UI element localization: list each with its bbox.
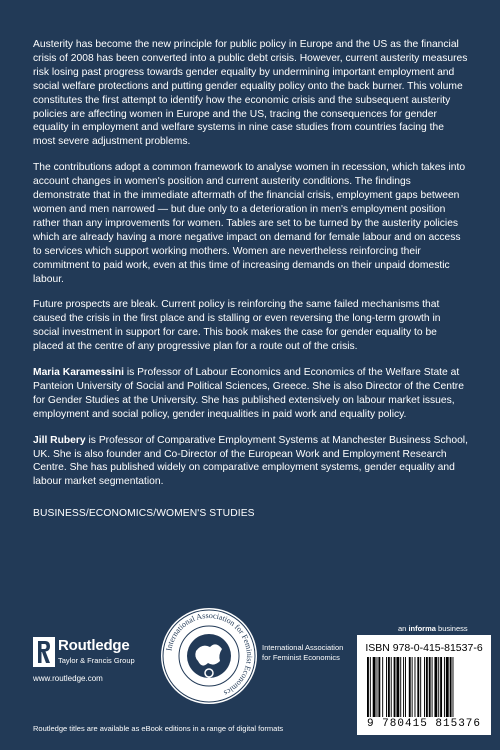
barcode-bar [444,657,445,717]
barcode-digits: 9 780415 815376 [366,718,482,730]
barcode-bar [377,657,378,717]
informa-prefix: an [398,624,409,633]
iafe-seal-icon [158,605,260,707]
barcode-bar [453,657,454,717]
barcode-bar [400,657,401,717]
barcode-bar [440,657,442,717]
barcode-bar [394,657,396,717]
description-paragraph-2: The contributions adopt a common framework to analyse women in recession, which takes into account changes in women's position and current austerity conditions. The findings demonstrate that in the immediate aftermath of the financial crisis, employment gaps between women and men narrowed — but due only to a deterioration in men's employment position rather than any improvements for women. Tables are set to be turned by the austerity policies which are already having a more negative impact on demand for female labour and on access to services which support working mothers. Women are nevertheless reinforcing their commitment to paid work, even at this time of increasing demands on their unpaid domestic labour. [33,162,466,285]
author-bio-text-2: is Professor of Comparative Employment Systems at Manchester Business School, UK. She is also founder and Co-Director of the European Work and Employment Research Centre. She has published widely on comparative employment systems, gender equality and labour market segmentation. [33,434,468,488]
barcode-bar [409,657,411,717]
barcode-icon [367,657,481,717]
barcode-bar [426,657,428,717]
barcode-bar [438,657,439,717]
publisher-name: Routledge [58,637,130,654]
barcode-bar [386,657,387,717]
subject-category: BUSINESS/ECONOMICS/WOMEN'S STUDIES [33,508,255,520]
description-paragraph-1: Austerity has become the new principle for public policy in Europe and the US as the financial crisis of 2008 has been converted into a public debt crisis. However, current austerity measures risk losing past progress towards gender equality by undermining important employment and social welfare protections and putting gender equality policy onto the back burner. This volume constitutes the first attempt to identify how the economic crisis and the subsequent austerity policies are affecting women in Europe and the US, tracing the consequences for gender equality in employment and welfare systems in nine case studies from countries facing the most severe adjustment problems. [33,39,468,148]
barcode-bar [417,657,419,717]
author-name-1: Maria Karamessini [33,367,125,379]
barcode-bar [391,657,392,717]
barcode-bar [388,657,390,717]
author-bio-1 [33,366,469,422]
isbn-barcode [357,635,491,735]
barcode-bar [403,657,404,717]
barcode-bar [432,657,433,717]
iafe-line-2: for Feminist Economics [262,653,340,662]
barcode-bar [370,657,371,717]
barcode-bar [450,657,452,717]
author-name-2: Jill Rubery [33,434,86,446]
iafe-name [262,643,372,663]
barcode-bar [412,657,413,717]
barcode-bar [429,657,431,717]
barcode-bar [373,657,376,717]
barcode-bar [367,657,369,717]
ebook-note: Routledge titles are available as eBook editions in a range of digital formats [33,724,284,733]
isbn-number: ISBN 978-0-415-81537-6 [365,642,483,654]
author-bio-text-1: is Professor of Labour Economics and Economics of the Welfare State at Panteion University of Social and Political Sciences, Greece. She is also Director of the Centre for Gender Studies at the University. She has published extensively on labour market issues, employment and social policy, gender inequalities in paid work and equality policy. [33,367,464,420]
informa-brand: informa [408,624,436,633]
informa-suffix: business [435,624,468,633]
barcode-bar [424,657,425,717]
barcode-bar [420,657,421,717]
barcode-bar [396,657,399,717]
routledge-logo-icon [33,637,55,667]
barcode-bar [382,657,383,717]
barcode-bar [378,657,380,717]
publisher-url: www.routledge.com [33,674,103,683]
description-paragraph-3: Future prospects are bleak. Current policy is reinforcing the same failed mechanisms that caused the crisis in the first place and is stalling or even reversing the long-term growth in social investment in support for care. This book makes the case for gender equality to be placed at the centre of any progressive plan for a route out of the crisis. [33,299,441,353]
svg-text:International Association for: International Association for Feminist Economics [164,610,255,698]
barcode-bar [415,657,416,717]
informa-tagline [398,624,468,633]
back-cover-text [33,38,469,521]
author-bio-2 [33,434,469,490]
iafe-line-1: International Association [262,643,344,652]
barcode-bar [405,657,406,717]
barcode-bar [446,657,449,717]
publisher-group: Taylor & Francis Group [58,656,135,665]
barcode-bar [434,657,437,717]
